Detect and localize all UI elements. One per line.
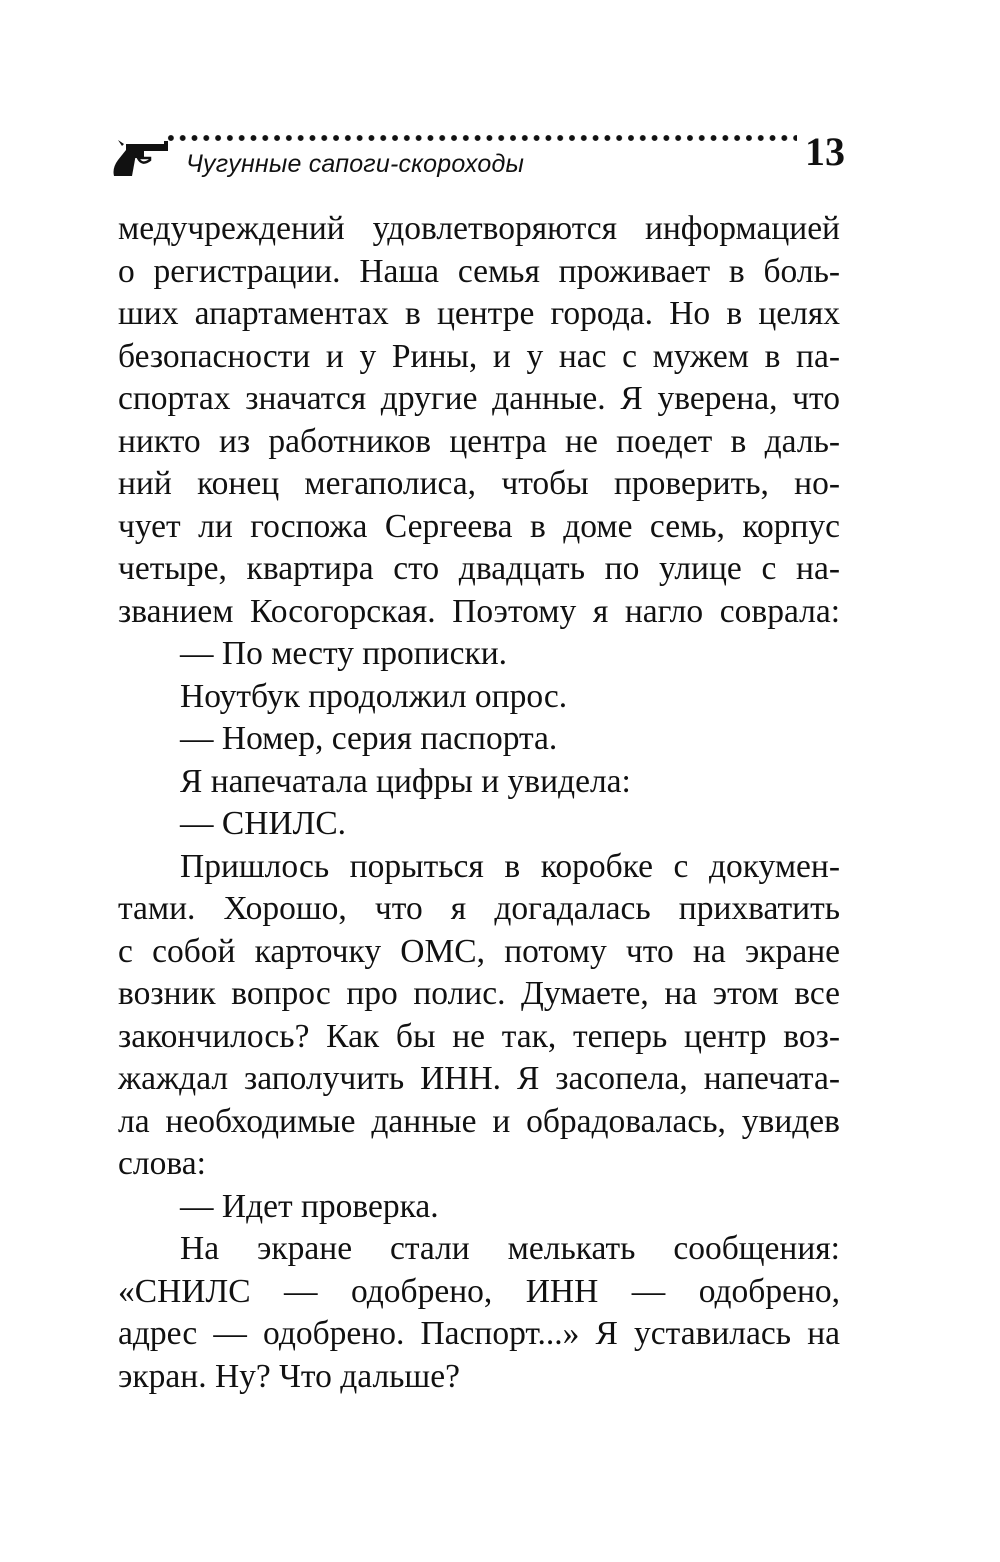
text-line: Ноутбук продолжил опрос. [180, 677, 568, 715]
text-line: ла необходимые данные и обрадовалась, увидев [118, 1102, 840, 1140]
text-line: медучреждений удовлетворяются информацией [118, 210, 840, 247]
text-line: никто из работников центра не поедет в даль- [118, 422, 840, 460]
text-line: званием Косогорская. Поэтому я нагло соврала: [118, 592, 840, 630]
text-line: возник вопрос про полис. Думаете, на этом все [118, 975, 840, 1012]
text-line: — Номер, серия паспорта. [180, 720, 558, 757]
text-line: безопасности и у Рины, и у нас с мужем в па- [118, 337, 840, 375]
text-line: тами. Хорошо, что я догадалась прихватить [118, 890, 840, 927]
revolver-icon [112, 140, 172, 180]
text-line: экран. Ну? Что дальше? [118, 1357, 460, 1395]
running-title: Чугунные сапоги-скороходы [186, 150, 525, 178]
page-number: 13 [805, 129, 845, 174]
text-line: На экране стали мелькать сообщения: [180, 1230, 840, 1267]
text-line: — СНИЛС. [180, 805, 347, 842]
text-line: «СНИЛС — одобрено, ИНН — одобрено, [118, 1272, 840, 1310]
text-line: ний конец мегаполиса, чтобы проверить, но- [118, 465, 840, 502]
text-line: Пришлось порыться в коробке с докумен- [180, 847, 840, 885]
text-line: адрес — одобрено. Паспорт...» Я уставилась на [118, 1315, 840, 1352]
text-line: Я напечатала цифры и увидела: [180, 762, 631, 800]
text-line: с собой карточку ОМС, потому что на экране [118, 932, 840, 970]
text-line: о регистрации. Наша семья проживает в боль- [118, 252, 840, 290]
dotted-rule [165, 130, 797, 146]
text-line: — По месту прописки. [180, 635, 508, 672]
text-line: — Идет проверка. [180, 1187, 439, 1225]
running-header [0, 0, 1000, 200]
text-line: закончилось? Как бы не так, теперь центр воз- [118, 1017, 840, 1055]
text-line: ших апартаментах в центре города. Но в целях [118, 295, 840, 332]
text-line: спортах значатся другие данные. Я уверена, что [118, 380, 840, 417]
body-text [118, 208, 840, 1398]
text-line: чует ли госпожа Сергеева в доме семь, корпус [118, 507, 840, 545]
text-line: четыре, квартира сто двадцать по улице с на- [118, 550, 840, 587]
text-line: слова: [118, 1145, 206, 1182]
text-line: жаждал заполучить ИНН. Я засопела, напечата- [118, 1060, 840, 1097]
